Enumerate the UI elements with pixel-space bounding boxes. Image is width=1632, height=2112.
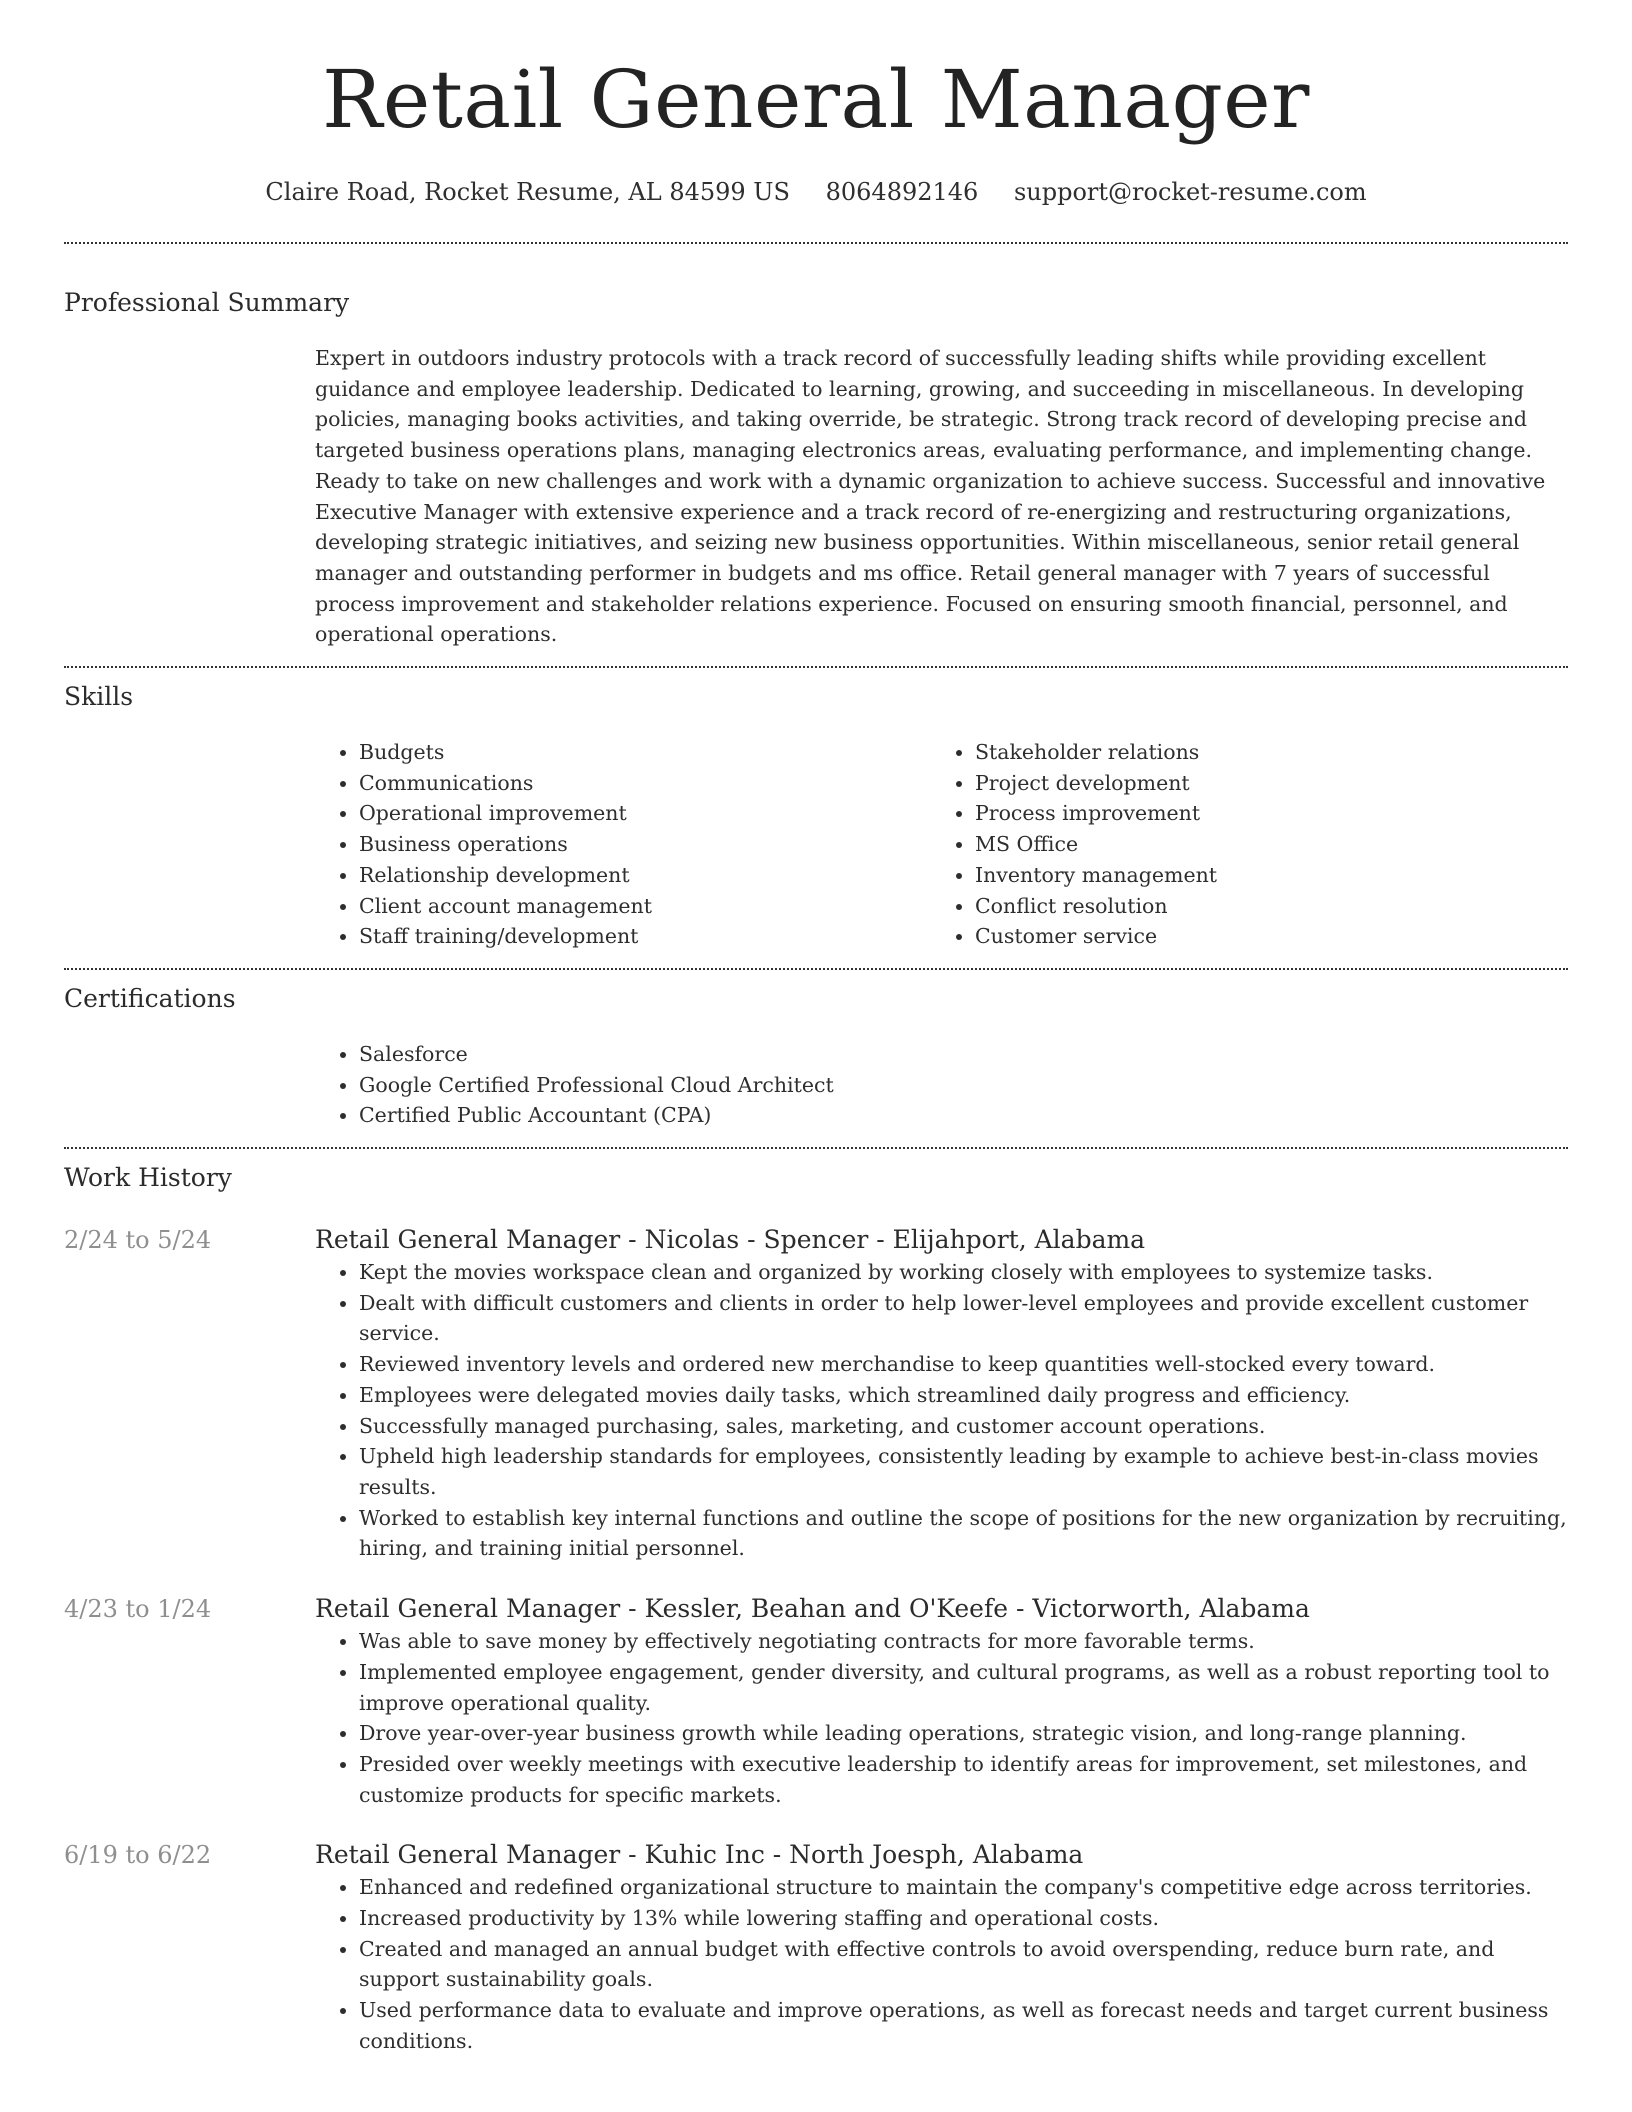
skill-item: • Operational improvement [359,798,931,829]
contact-phone: 8064892146 [825,178,979,206]
skills-divider [64,968,1568,970]
job-dates: 4/23 to 1/24 [64,1595,212,1624]
work-history-section-title: Work History [64,1163,232,1193]
certifications-list [315,1039,1568,1131]
job-entry [64,1592,1568,1810]
job-bullet: • Dealt with difficult customers and clients in order to help lower-level employees and provide excellent customer service. [359,1288,1568,1349]
skill-item: • Relationship development [359,860,931,891]
job-bullet: • Successfully managed purchasing, sales, marketing, and customer account operations. [359,1411,1568,1442]
summary-divider [64,666,1568,668]
skill-item: • Staff training/development [359,921,931,952]
certification-item: • Google Certified Professional Cloud Architect [359,1070,1568,1101]
job-bullet: • Drove year-over-year business growth while leading operations, strategic vision, and long-range planning. [359,1718,1568,1749]
skill-item: • Project development [975,768,1547,799]
job-heading: Retail General Manager - Kuhic Inc - North Joesph, Alabama [315,1840,1084,1870]
job-details [315,1223,1568,1564]
resume-name: Retail General Manager [322,53,1310,146]
job-bullet: • Enhanced and redefined organizational structure to maintain the company's competitive edge across territories. [359,1872,1568,1903]
job-bullet: • Presided over weekly meetings with executive leadership to identify areas for improvement, set milestones, and customize products for specific markets. [359,1749,1568,1810]
job-details [315,1592,1568,1810]
certification-item: • Salesforce [359,1039,1568,1070]
job-entry [64,1223,1568,1564]
job-bullets [315,1626,1568,1810]
contact-line [64,176,1568,208]
header-divider [64,242,1568,244]
certification-item: • Certified Public Accountant (CPA) [359,1100,1568,1131]
job-heading: Retail General Manager - Nicolas - Spencer - Elijahport, Alabama [315,1225,1146,1255]
job-bullet: • Implemented employee engagement, gender diversity, and cultural programs, as well as a robust reporting tool to improve operational quality. [359,1657,1568,1718]
skill-item: • Business operations [359,829,931,860]
skill-item: • Stakeholder relations [975,737,1547,768]
summary-text: Expert in outdoors industry protocols with a track record of successfully leading shifts while providing excellent guidance and employee leadership. Dedicated to learning, growing, and succeeding in miscellaneous. In developing policies, managing books activities, and taking override, be strategic. Strong track record of developing precise and targeted business operations plans, managing electronics areas, evaluating performance, and implementing change. Ready to take on new challenges and work with a dynamic organization to achieve success. Successful and innovative Executive Manager with extensive experience and a track record of re-energizing and restructuring organizations, developing strategic initiatives, and seizing new business opportunities. Within miscellaneous, senior retail general manager and outstanding performer in budgets and ms office. Retail general manager with 7 years of successful process improvement and stakeholder relations experience. Focused on ensuring smooth financial, personnel, and operational operations. [315,346,1546,647]
contact-address: Claire Road, Rocket Resume, AL 84599 US [265,178,790,206]
job-heading: Retail General Manager - Kessler, Beahan and O'Keefe - Victorworth, Alabama [315,1594,1310,1624]
skills-column-left [315,737,931,952]
job-bullet: • Created and managed an annual budget with effective controls to avoid overspending, reduce burn rate, and support sustainability goals. [359,1934,1568,1995]
skills-section-title: Skills [64,682,134,712]
job-bullet: • Upheld high leadership standards for employees, consistently leading by example to achieve best-in-class movies results. [359,1441,1568,1502]
job-bullet: • Was able to save money by effectively negotiating contracts for more favorable terms. [359,1626,1568,1657]
job-details [315,1838,1568,2056]
job-entry [64,1838,1568,2056]
job-bullet: • Worked to establish key internal functions and outline the scope of positions for the new organization by recruiting, hiring, and training initial personnel. [359,1503,1568,1564]
job-bullet: • Used performance data to evaluate and improve operations, as well as forecast needs and target current business conditions. [359,1995,1568,2056]
job-bullets [315,1872,1568,2056]
skill-item: • Client account management [359,891,931,922]
job-bullet: • Increased productivity by 13% while lowering staffing and operational costs. [359,1903,1568,1934]
job-dates: 2/24 to 5/24 [64,1226,212,1255]
skill-item: • Communications [359,768,931,799]
job-bullet: • Kept the movies workspace clean and organized by working closely with employees to systemize tasks. [359,1257,1568,1288]
summary-section-title: Professional Summary [64,288,350,317]
skills-list [315,737,1568,952]
skill-item: • Customer service [975,921,1547,952]
skill-item: • MS Office [975,829,1547,860]
certifications-section-title: Certifications [64,983,236,1013]
job-bullet: • Reviewed inventory levels and ordered new merchandise to keep quantities well-stocked every toward. [359,1349,1568,1380]
certifications-divider [64,1147,1568,1149]
skill-item: • Inventory management [975,860,1547,891]
skills-column-right [931,737,1547,952]
skill-item: • Budgets [359,737,931,768]
job-dates: 6/19 to 6/22 [64,1841,212,1870]
contact-email: support@rocket-resume.com [1013,178,1367,206]
skill-item: • Conflict resolution [975,891,1547,922]
job-bullets [315,1257,1568,1564]
skill-item: • Process improvement [975,798,1547,829]
job-bullet: • Employees were delegated movies daily tasks, which streamlined daily progress and efficiency. [359,1380,1568,1411]
